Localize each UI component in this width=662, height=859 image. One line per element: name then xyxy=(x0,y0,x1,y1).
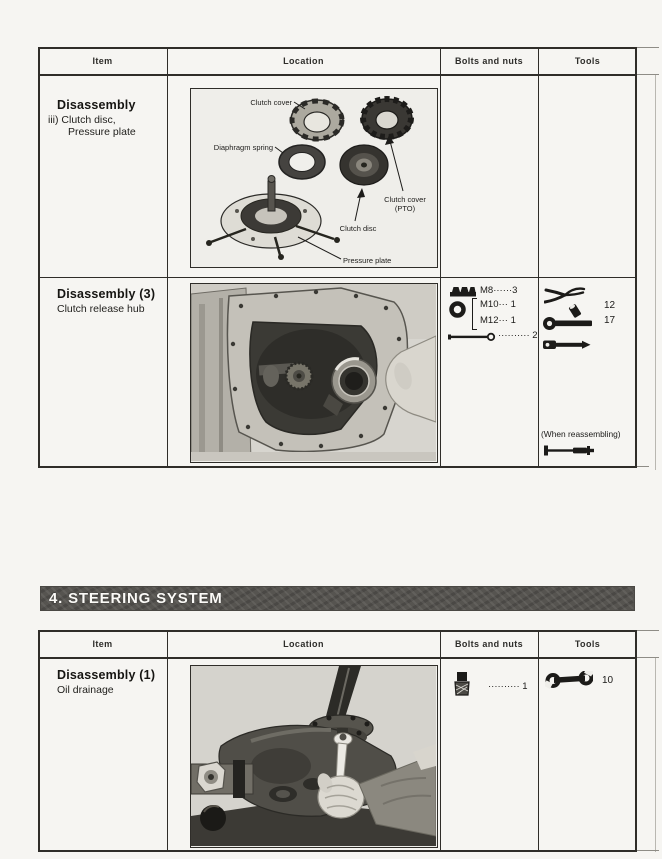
clutch-release-hub-photo-drawing xyxy=(191,284,436,461)
column-header-tools: Tools xyxy=(574,639,601,649)
tool-size-12: 12 xyxy=(604,300,616,311)
bolt-spec-drain-plug: ·········· 1 xyxy=(488,681,528,692)
tool-size-10: 10 xyxy=(602,675,614,686)
column-header-tools: Tools xyxy=(574,56,601,66)
drain-plug-icon xyxy=(453,671,471,697)
oil-drainage-photo-drawing xyxy=(191,666,436,846)
steering-table-divider-item-location xyxy=(167,630,168,852)
column-header-item: Item xyxy=(92,56,113,66)
row-subtitle: Clutch release hub xyxy=(57,303,145,315)
scan-artifact-line xyxy=(655,658,656,852)
diagram-label-clutch-cover-pto-line1: Clutch cover xyxy=(384,195,426,204)
oil-drainage-photo xyxy=(190,665,438,848)
bolt-heads-icon xyxy=(450,285,476,297)
clutch-table-header-rule xyxy=(38,74,637,76)
tool-size-17: 17 xyxy=(604,315,616,326)
o-ring-icon xyxy=(449,301,466,318)
row-title: Disassembly xyxy=(57,98,136,112)
scan-artifact-line xyxy=(655,75,656,470)
row-subtitle-1: iii) Clutch disc, xyxy=(48,114,116,126)
cutting-pliers-icon xyxy=(544,286,586,304)
bolt-spec-bracket xyxy=(472,298,477,330)
row-subtitle: Oil drainage xyxy=(57,684,114,696)
diagram-label-pressure-plate: Pressure plate xyxy=(343,256,392,265)
diagram-label-clutch-cover-pto-line2: (PTO) xyxy=(394,204,416,213)
column-header-bolts: Bolts and nuts xyxy=(454,56,524,66)
ratchet-handle-icon xyxy=(542,316,594,331)
extension-bar-icon xyxy=(542,338,592,351)
bolt-spec-m8: M8······3 xyxy=(480,285,518,296)
diagram-label-diaphragm-spring: Diaphragm spring xyxy=(213,143,273,152)
scan-artifact-line xyxy=(637,466,649,467)
diagram-label-clutch-disc: Clutch disc xyxy=(339,224,377,233)
steering-table-divider-location-bolts xyxy=(440,630,441,852)
bolt-spec-pin: ·········· 2 xyxy=(498,330,538,341)
bolt-spec-m10: M10··· 1 xyxy=(480,299,516,310)
scan-artifact-line xyxy=(637,47,659,48)
row-title: Disassembly (1) xyxy=(57,668,156,682)
item-cell-clutch-disc xyxy=(48,98,166,138)
reassembly-note: (When reassembling) xyxy=(541,429,621,439)
row-title: Disassembly (3) xyxy=(57,287,156,301)
clutch-table-divider-location-bolts xyxy=(440,47,441,468)
bolt-spec-m12: M12··· 1 xyxy=(480,315,516,326)
clutch-exploded-diagram-drawing xyxy=(191,89,436,266)
section-title: 4. STEERING SYSTEM xyxy=(49,590,223,607)
clutch-table-divider-item-location xyxy=(167,47,168,468)
diagram-label-clutch-cover: Clutch cover xyxy=(250,98,292,107)
column-header-item: Item xyxy=(92,639,113,649)
steering-table-header-rule xyxy=(38,657,637,659)
item-cell-oil-drainage xyxy=(57,668,177,696)
section-header-steering-system xyxy=(40,586,635,611)
column-header-location: Location xyxy=(283,639,324,649)
clutch-table-row-rule xyxy=(38,277,637,278)
column-header-location: Location xyxy=(283,56,324,66)
item-cell-clutch-release-hub xyxy=(57,287,177,315)
clutch-exploded-diagram xyxy=(190,88,438,268)
row-subtitle-2: Pressure plate xyxy=(68,126,136,138)
steering-table-divider-bolts-tools xyxy=(538,630,539,852)
open-end-wrench-icon xyxy=(545,671,593,689)
clutch-table-divider-bolts-tools xyxy=(538,47,539,468)
column-header-bolts: Bolts and nuts xyxy=(454,639,524,649)
scan-artifact-line xyxy=(637,850,659,851)
pin-icon xyxy=(448,331,496,342)
clutch-release-hub-photo xyxy=(190,283,438,463)
torque-wrench-icon xyxy=(543,444,595,457)
scan-artifact-line xyxy=(637,630,659,631)
